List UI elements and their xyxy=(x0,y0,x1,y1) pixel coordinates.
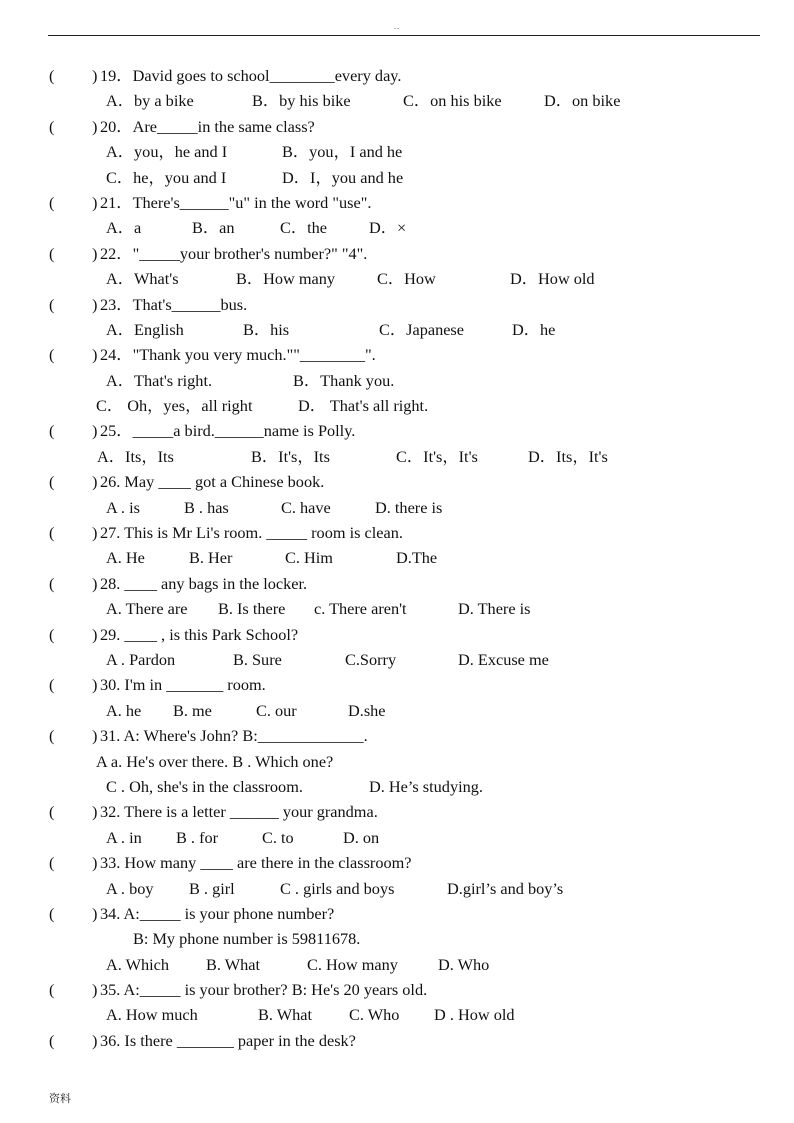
answer-option: C．he，you and I xyxy=(106,167,227,187)
question-text: 33. How many ____ are there in the classroom? xyxy=(100,853,412,873)
answer-blank-open-paren: ( xyxy=(49,853,55,873)
question-text: 19．David goes to school________every day. xyxy=(100,66,402,85)
answer-option: D. There is xyxy=(458,599,531,619)
answer-option: D．he xyxy=(512,319,556,339)
question-row xyxy=(0,977,794,1002)
options-row xyxy=(0,926,794,951)
answer-blank-close-paren: ) xyxy=(92,980,98,1000)
answer-blank-close-paren: ) xyxy=(92,573,98,593)
answer-option: C. Who xyxy=(349,1005,400,1025)
answer-option: D．I，you and he xyxy=(282,167,404,187)
answer-blank-close-paren: ) xyxy=(92,624,98,644)
question-row xyxy=(0,850,794,875)
answer-option: A．by a bike xyxy=(106,91,194,111)
options-row xyxy=(0,545,794,570)
options-row xyxy=(0,495,794,520)
question-text: 22．"_____your brother's number?" "4". xyxy=(100,243,368,263)
answer-option: D．How old xyxy=(510,269,595,289)
options-row xyxy=(0,139,794,164)
question-text: 36. Is there _______ paper in the desk? xyxy=(100,1030,356,1050)
answer-option: C．on his bike xyxy=(403,91,502,111)
answer-option: B．by his bike xyxy=(252,91,351,111)
answer-blank-open-paren: ( xyxy=(49,624,55,644)
answer-option: A．What's xyxy=(106,269,179,289)
answer-option: B．you，I and he xyxy=(282,142,403,162)
answer-option: B. What xyxy=(206,954,260,974)
answer-option: B．his xyxy=(243,319,290,339)
answer-blank-close-paren: ) xyxy=(92,675,98,695)
answer-option: C. our xyxy=(256,700,297,720)
question-text: 31. A: Where's John? B:_____________. xyxy=(100,726,368,746)
options-row xyxy=(0,1002,794,1027)
header-mark: .. xyxy=(394,22,400,31)
answer-blank-close-paren: ) xyxy=(92,1030,98,1050)
answer-blank-open-paren: ( xyxy=(49,980,55,1000)
question-text: 23．That's______bus. xyxy=(100,294,248,314)
question-row xyxy=(0,469,794,494)
answer-blank-close-paren: ) xyxy=(92,345,98,365)
answer-option: A . Pardon xyxy=(106,649,176,669)
options-row xyxy=(0,749,794,774)
question-row xyxy=(0,241,794,266)
answer-option: A. How much xyxy=(106,1005,198,1025)
answer-blank-close-paren: ) xyxy=(92,853,98,873)
answer-option: D．× xyxy=(369,218,407,238)
answer-option: A．That's right. xyxy=(106,370,213,390)
question-text: 21．There's______"u" in the word "use". xyxy=(100,192,372,212)
question-row xyxy=(0,723,794,748)
answer-option: A．English xyxy=(106,319,184,339)
question-row xyxy=(0,672,794,697)
answer-blank-close-paren: ) xyxy=(92,421,98,441)
options-row xyxy=(0,215,794,240)
answer-option: B . has xyxy=(184,497,229,517)
options-row xyxy=(0,698,794,723)
answer-option: B. Sure xyxy=(233,649,282,669)
answer-blank-open-paren: ( xyxy=(49,472,55,492)
question-row xyxy=(0,63,794,88)
options-row xyxy=(0,368,794,393)
answer-option: D. there is xyxy=(375,497,443,517)
question-text: 20．Are_____in the same class? xyxy=(100,116,315,136)
answer-blank-open-paren: ( xyxy=(49,116,55,136)
question-row xyxy=(0,520,794,545)
answer-option: A. Which xyxy=(106,954,170,974)
answer-blank-close-paren: ) xyxy=(92,523,98,543)
answer-option: D.she xyxy=(348,700,386,720)
answer-option: A．a xyxy=(106,218,142,238)
answer-option: A . in xyxy=(106,827,142,847)
answer-option: A．you，he and I xyxy=(106,142,228,162)
question-text: 27. This is Mr Li's room. _____ room is clean. xyxy=(100,523,403,543)
answer-blank-open-paren: ( xyxy=(49,573,55,593)
options-row xyxy=(0,393,794,418)
question-row xyxy=(0,292,794,317)
question-row xyxy=(0,342,794,367)
answer-option: B. me xyxy=(173,700,212,720)
answer-blank-close-paren: ) xyxy=(92,116,98,136)
answer-blank-open-paren: ( xyxy=(49,192,55,212)
answer-option: B．an xyxy=(192,218,235,238)
answer-option: B . for xyxy=(176,827,219,847)
answer-option: C．Japanese xyxy=(379,319,464,339)
question-text: 25．_____a bird.______name is Polly. xyxy=(100,421,356,441)
answer-option: B. Is there xyxy=(218,599,286,619)
answer-blank-close-paren: ) xyxy=(92,192,98,212)
answer-option: C. to xyxy=(262,827,294,847)
footer-label: 资料 xyxy=(49,1092,71,1105)
answer-option: A . is xyxy=(106,497,140,517)
options-row xyxy=(0,444,794,469)
answer-blank-close-paren: ) xyxy=(92,472,98,492)
answer-blank-open-paren: ( xyxy=(49,1030,55,1050)
answer-option: B．It's，Its xyxy=(251,446,330,466)
question-row xyxy=(0,571,794,596)
answer-option: C.Sorry xyxy=(345,649,397,669)
answer-option: B: My phone number is 59811678. xyxy=(133,929,361,949)
answer-option: C . girls and boys xyxy=(280,878,395,898)
question-text: 29. ____ , is this Park School? xyxy=(100,624,299,644)
answer-blank-open-paren: ( xyxy=(49,421,55,441)
options-row xyxy=(0,596,794,621)
options-row xyxy=(0,876,794,901)
answer-option: A. There are xyxy=(106,599,188,619)
question-text: 32. There is a letter ______ your grandma. xyxy=(100,802,378,822)
options-row xyxy=(0,952,794,977)
answer-blank-open-paren: ( xyxy=(49,523,55,543)
question-text: 28. ____ any bags in the locker. xyxy=(100,573,308,593)
options-row xyxy=(0,825,794,850)
header-rule xyxy=(48,35,760,36)
answer-option: A．Its，Its xyxy=(97,446,174,466)
question-row xyxy=(0,799,794,824)
answer-option: B．How many xyxy=(236,269,336,289)
answer-option: B．Thank you. xyxy=(293,370,395,390)
question-row xyxy=(0,1028,794,1053)
answer-option: D.The xyxy=(396,548,438,568)
options-row xyxy=(0,165,794,190)
answer-blank-open-paren: ( xyxy=(49,66,55,85)
question-text: 34. A:_____ is your phone number? xyxy=(100,903,335,923)
question-list xyxy=(0,63,794,1053)
answer-option: D. Excuse me xyxy=(458,649,549,669)
answer-option: B. Her xyxy=(189,548,233,568)
question-text: 30. I'm in _______ room. xyxy=(100,675,266,695)
answer-option: D． That's all right. xyxy=(298,396,429,416)
question-row xyxy=(0,190,794,215)
answer-option: C． Oh，yes，all right xyxy=(96,396,253,416)
answer-blank-open-paren: ( xyxy=(49,726,55,746)
answer-blank-open-paren: ( xyxy=(49,243,55,263)
answer-blank-close-paren: ) xyxy=(92,802,98,822)
answer-option: D. Who xyxy=(438,954,490,974)
question-text: 24．"Thank you very much.""________". xyxy=(100,345,376,365)
answer-blank-close-paren: ) xyxy=(92,66,98,85)
answer-option: B . girl xyxy=(189,878,235,898)
answer-blank-open-paren: ( xyxy=(49,294,55,314)
answer-blank-open-paren: ( xyxy=(49,345,55,365)
answer-option: D．on bike xyxy=(544,91,621,111)
question-text: 35. A:_____ is your brother? B: He's 20 years old. xyxy=(100,980,428,1000)
options-row xyxy=(0,266,794,291)
answer-blank-open-paren: ( xyxy=(49,802,55,822)
answer-blank-close-paren: ) xyxy=(92,294,98,314)
question-row xyxy=(0,114,794,139)
answer-option: C . Oh, she's in the classroom. xyxy=(106,776,303,796)
answer-option: A. he xyxy=(106,700,142,720)
answer-blank-open-paren: ( xyxy=(49,903,55,923)
options-row xyxy=(0,317,794,342)
answer-blank-open-paren: ( xyxy=(49,675,55,695)
options-row xyxy=(0,647,794,672)
answer-option: D . How old xyxy=(434,1005,515,1025)
answer-option: C．How xyxy=(377,269,436,289)
question-row xyxy=(0,418,794,443)
answer-option: D．Its，It's xyxy=(528,446,608,466)
options-row xyxy=(0,774,794,799)
question-row xyxy=(0,622,794,647)
answer-option: D. He’s studying. xyxy=(369,776,483,796)
answer-option: D.girl’s and boy’s xyxy=(447,878,564,898)
answer-option: C. Him xyxy=(285,548,333,568)
answer-option: D. on xyxy=(343,827,380,847)
answer-option: A a. He's over there. B . Which one? xyxy=(96,751,334,771)
options-row xyxy=(0,88,794,113)
answer-blank-close-paren: ) xyxy=(92,243,98,263)
answer-option: A. He xyxy=(106,548,145,568)
answer-option: B. What xyxy=(258,1005,312,1025)
answer-option: c. There aren't xyxy=(314,599,407,619)
answer-option: C. How many xyxy=(307,954,398,974)
answer-option: A . boy xyxy=(106,878,154,898)
answer-blank-close-paren: ) xyxy=(92,726,98,746)
answer-option: C. have xyxy=(281,497,331,517)
answer-option: C．It's，It's xyxy=(396,446,478,466)
answer-blank-close-paren: ) xyxy=(92,903,98,923)
answer-option: C．the xyxy=(280,218,328,238)
question-row xyxy=(0,901,794,926)
question-text: 26. May ____ got a Chinese book. xyxy=(100,472,325,492)
